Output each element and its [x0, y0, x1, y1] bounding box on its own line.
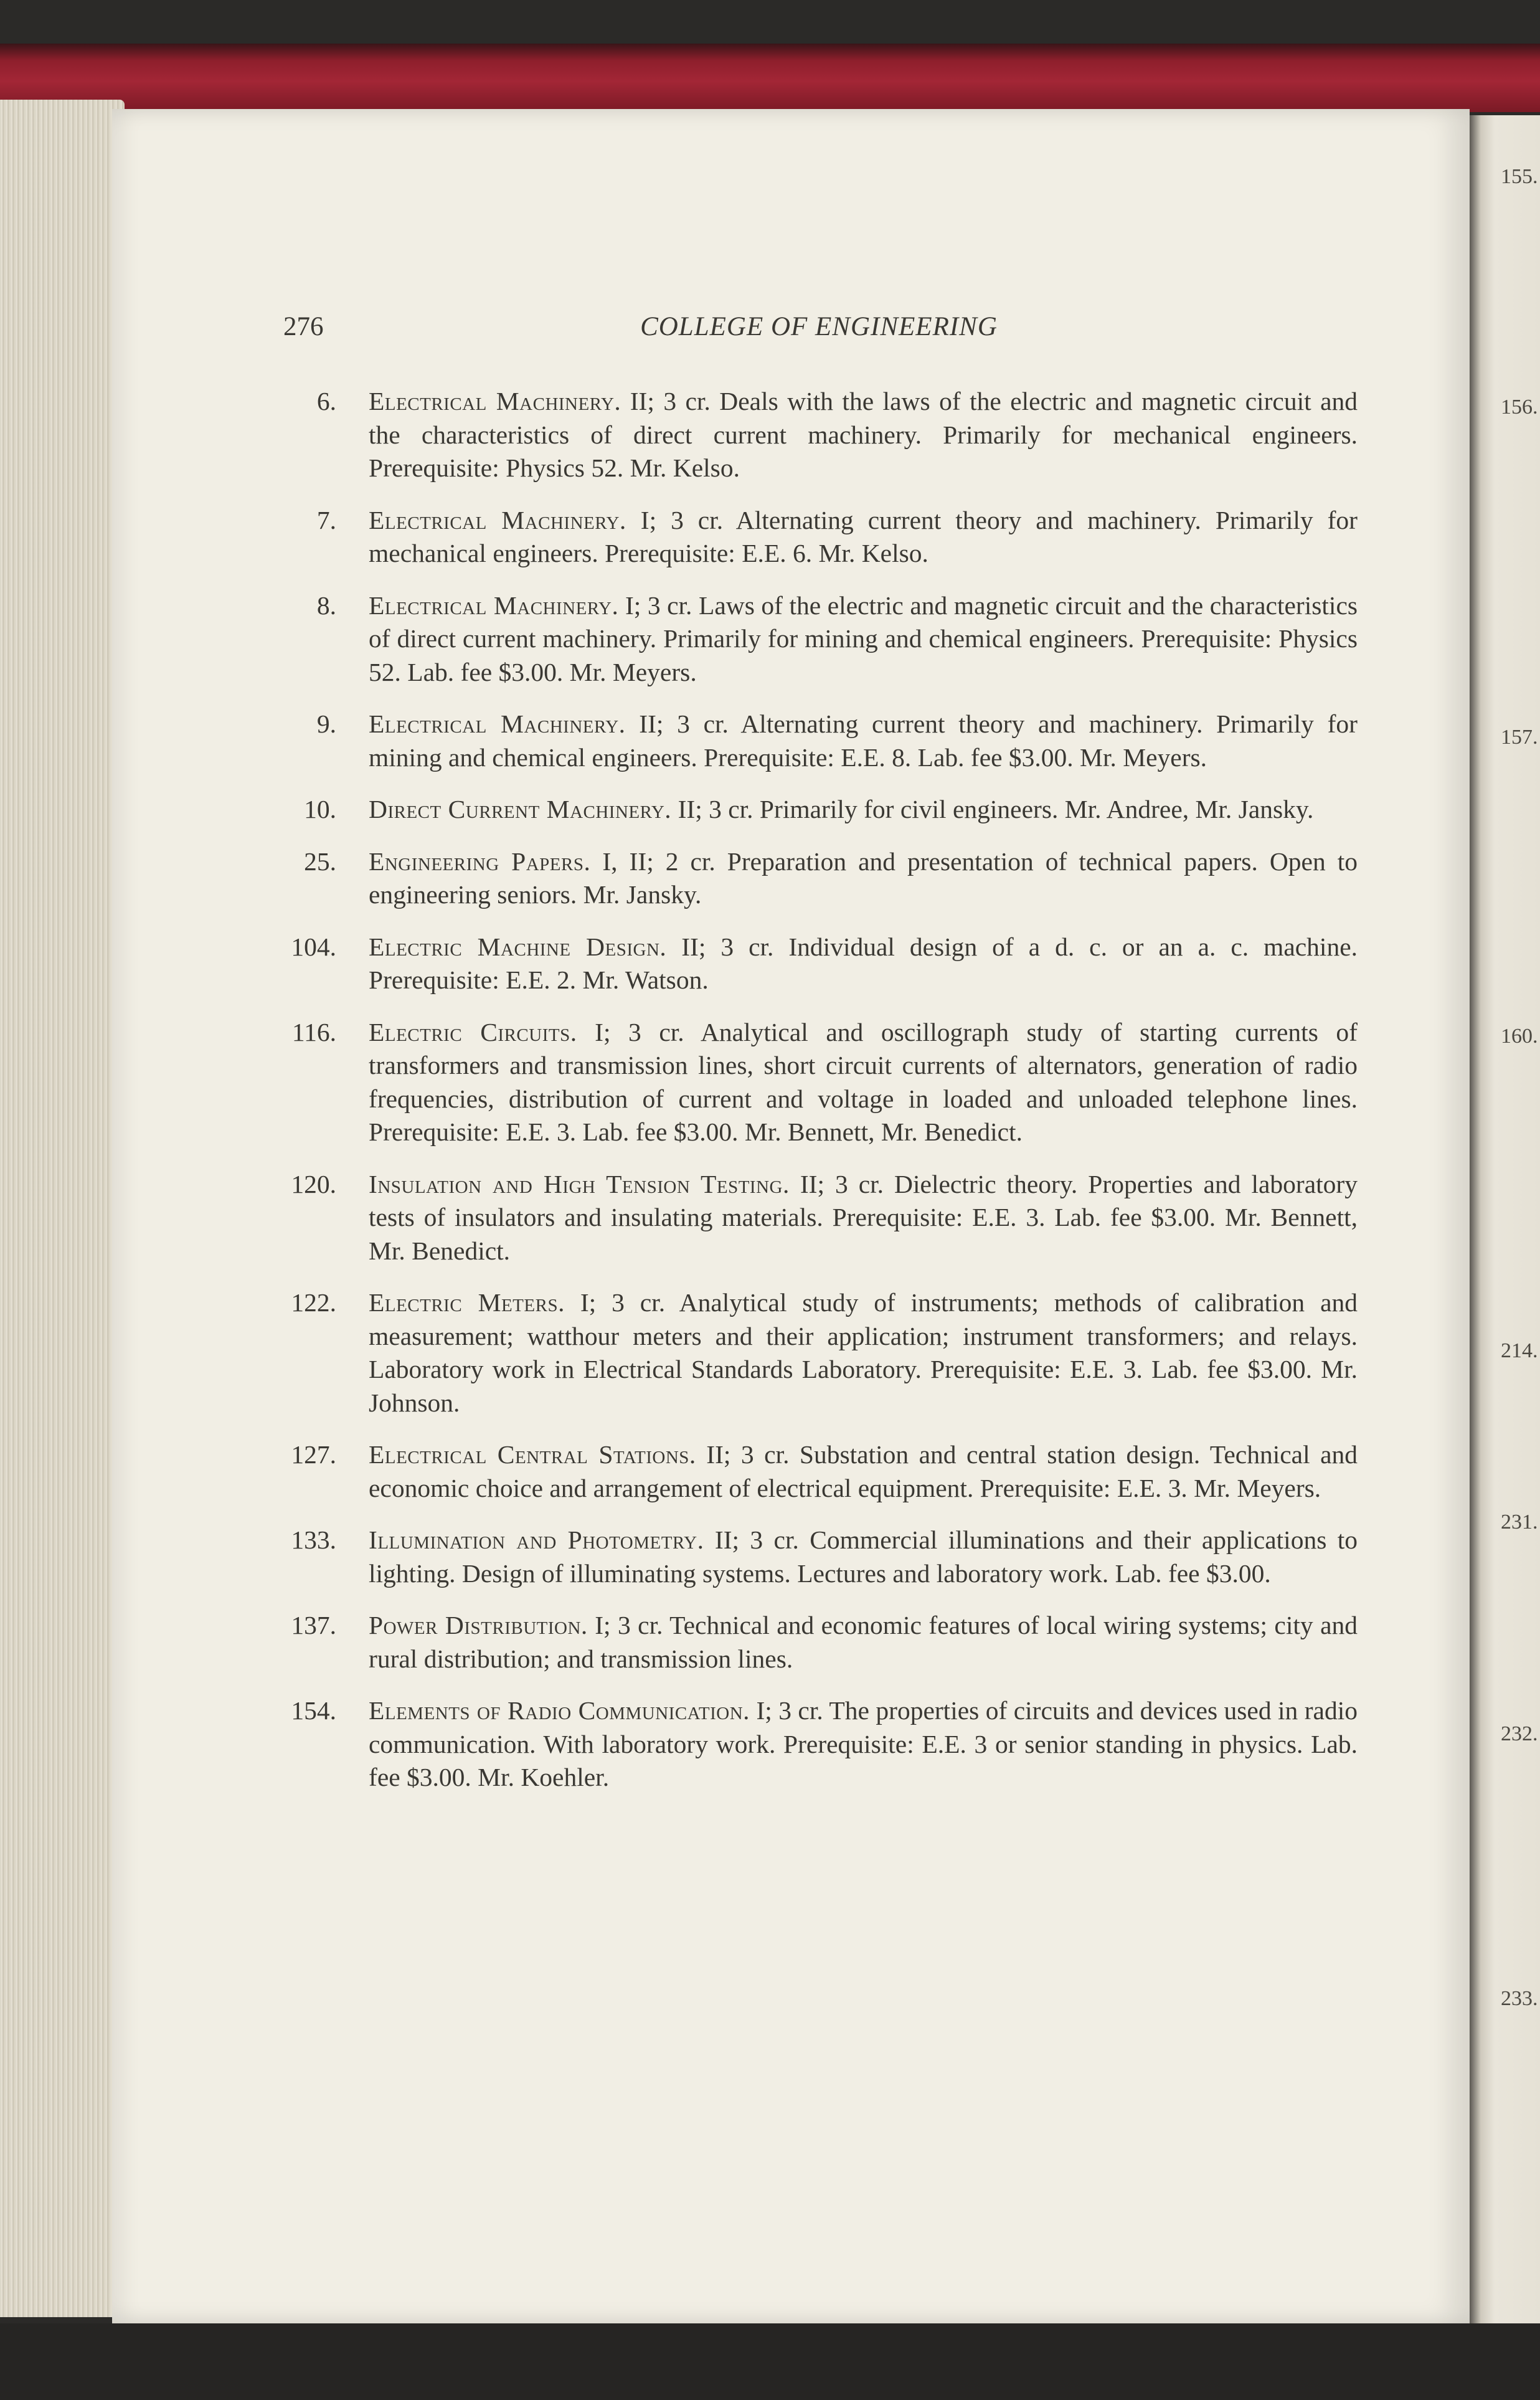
facing-page-number: 214.	[1501, 1339, 1538, 1362]
course-title: Electric Meters.	[369, 1288, 565, 1317]
course-description: II; 3 cr. Individual design of a d. c. or an a. c. machine. Prerequisite: E.E. 2. Mr. Watson.	[369, 932, 1358, 994]
facing-page-number: 233.	[1501, 1987, 1538, 2010]
course-number: 120.	[291, 1169, 336, 1198]
facing-page-number: 156.	[1501, 396, 1538, 419]
course-entry	[262, 1609, 1358, 1676]
course-title: Insulation and High Tension Testing.	[369, 1169, 790, 1198]
course-number: 137.	[291, 1611, 336, 1639]
course-number: 104.	[291, 932, 336, 961]
course-description: II; 3 cr. Commercial illuminations and their applications to lighting. Design of illuminating systems. Lectures and laboratory work. Lab. fee $3.00.	[369, 1525, 1358, 1588]
course-number: 8.	[316, 591, 336, 620]
course-entry	[262, 1438, 1358, 1505]
facing-page-number: 157.	[1501, 726, 1538, 749]
course-title: Elements of Radio Communication.	[369, 1696, 750, 1725]
course-entry	[262, 931, 1358, 997]
course-entry	[262, 845, 1358, 912]
course-description: II; 3 cr. Alternating current theory and machinery. Primarily for mining and chemical engineers. Prerequisite: E.E. 8. Lab. fee $3.00. Mr. Meyers.	[369, 709, 1358, 772]
page-edges	[0, 100, 125, 2317]
course-description: II; 3 cr. Deals with the laws of the electric and magnetic circuit and the characteristics of direct current machinery. Primarily for mechanical engineers. Prerequisite: Physics 52. Mr. Kelso.	[369, 387, 1358, 482]
course-description: I; 3 cr. Technical and economic features of local wiring systems; city and rural distribution; and transmission lines.	[369, 1611, 1358, 1673]
course-entry	[262, 1694, 1358, 1795]
course-description: I; 3 cr. Analytical study of instruments; methods of calibration and measurement; watthour meters and their application; instrument transformers; and relays. Laboratory work in Electrical Standards Laboratory. Prerequisite: E.E. 3. Lab. fee $3.00. Mr. Johnson.	[369, 1288, 1358, 1417]
course-title: Power Distribution.	[369, 1611, 588, 1639]
course-number: 10.	[304, 795, 336, 823]
course-title: Electrical Central Stations.	[369, 1440, 696, 1469]
book-cover-edge	[0, 44, 1540, 112]
course-entry	[262, 385, 1358, 485]
scan-background	[0, 2323, 1540, 2400]
facing-page-number: 231.	[1501, 1511, 1538, 1534]
course-description: I; 3 cr. The properties of circuits and devices used in radio communication. With laboratory work. Prerequisite: E.E. 3 or senior standing in physics. Lab. fee $3.00. Mr. Koehler.	[369, 1696, 1358, 1791]
course-title: Engineering Papers.	[369, 847, 591, 876]
course-title: Electric Circuits.	[369, 1017, 577, 1046]
course-number: 7.	[316, 505, 336, 534]
course-description: II; 3 cr. Dielectric theory. Properties and laboratory tests of insulators and insulating materials. Prerequisite: E.E. 3. Lab. fee $3.00. Mr. Bennett, Mr. Benedict.	[369, 1169, 1358, 1265]
course-list	[262, 385, 1358, 1813]
course-title: Electrical Machinery.	[369, 591, 619, 620]
facing-page-number: 232.	[1501, 1722, 1538, 1745]
course-number: 133.	[291, 1525, 336, 1554]
course-title: Electrical Machinery.	[369, 505, 626, 534]
course-number: 9.	[316, 709, 336, 738]
course-title: Electrical Machinery.	[369, 387, 621, 415]
facing-page	[1470, 115, 1540, 2323]
course-title: Direct Current Machinery.	[369, 795, 672, 823]
course-entry	[262, 708, 1358, 774]
course-number: 154.	[291, 1696, 336, 1725]
facing-page-number: 155.	[1501, 165, 1538, 188]
course-description: II; 3 cr. Primarily for civil engineers. Mr. Andree, Mr. Jansky.	[678, 795, 1314, 823]
course-entry	[262, 1524, 1358, 1590]
course-entry	[262, 1168, 1358, 1268]
course-description: I; 3 cr. Analytical and oscillograph study of starting currents of transformers and transmission lines, short circuit currents of alternators, generation of radio frequencies, distribution of current and voltage in loaded and unloaded telephone lines. Prerequisite: E.E. 3. Lab. fee $3.00. Mr. Bennett, Mr. Benedict.	[369, 1017, 1358, 1146]
course-number: 6.	[316, 387, 336, 415]
course-description: II; 3 cr. Substation and central station design. Technical and economic choice and arrangement of electrical equipment. Prerequisite: E.E. 3. Mr. Meyers.	[369, 1440, 1358, 1502]
course-entry	[262, 1286, 1358, 1420]
course-description: I, II; 2 cr. Preparation and presentation of technical papers. Open to engineering seniors. Mr. Jansky.	[369, 847, 1358, 909]
course-number: 25.	[304, 847, 336, 876]
running-title: COLLEGE OF ENGINEERING	[640, 312, 998, 341]
course-entry	[262, 1016, 1358, 1149]
course-description: I; 3 cr. Alternating current theory and machinery. Primarily for mechanical engineers. Prerequisite: E.E. 6. Mr. Kelso.	[369, 505, 1358, 567]
course-title: Electrical Machinery.	[369, 709, 626, 738]
course-number: 116.	[291, 1017, 336, 1046]
course-number: 127.	[291, 1440, 336, 1469]
page-number: 276	[283, 312, 324, 341]
course-number: 122.	[291, 1288, 336, 1317]
course-title: Electric Machine Design.	[369, 932, 667, 961]
course-entry	[262, 504, 1358, 571]
course-entry	[262, 793, 1358, 827]
course-description: I; 3 cr. Laws of the electric and magnetic circuit and the characteristics of direct current machinery. Primarily for mining and chemical engineers. Prerequisite: Physics 52. Lab. fee $3.00. Mr. Meyers.	[369, 591, 1358, 686]
course-entry	[262, 589, 1358, 690]
facing-page-number: 160.	[1501, 1025, 1538, 1048]
page-header	[283, 311, 1354, 349]
course-title: Illumination and Photometry.	[369, 1525, 704, 1554]
